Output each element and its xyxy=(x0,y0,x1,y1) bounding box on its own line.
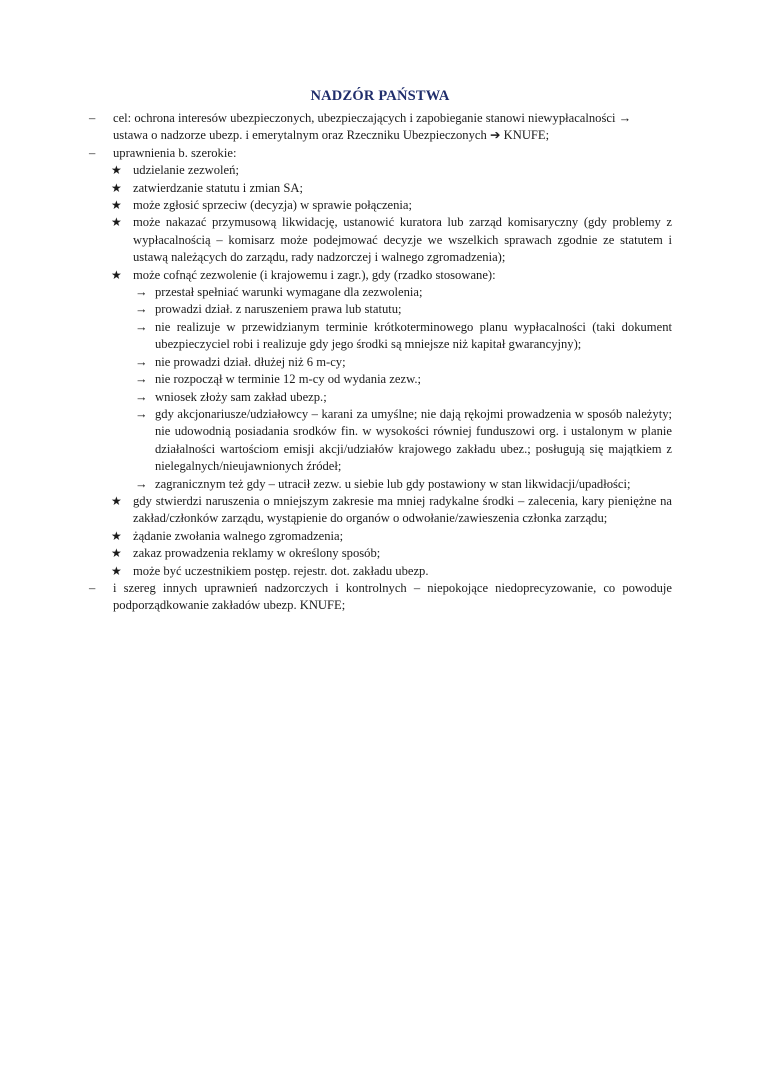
star-marker: ★ xyxy=(111,546,122,561)
star-marker: ★ xyxy=(111,528,122,543)
sub-item-text: zatwierdzanie statutu i zmian SA; xyxy=(133,180,303,195)
arrow-marker: → xyxy=(135,389,148,404)
arrow-marker: → xyxy=(135,476,148,491)
main-list xyxy=(88,110,672,615)
star-marker: ★ xyxy=(111,198,122,213)
sub-sub-item-text: wniosek złoży sam zakład ubezp.; xyxy=(155,389,327,404)
dash-marker: – xyxy=(89,111,96,125)
arrow-marker: → xyxy=(135,302,148,317)
list-item-text: uprawnienia b. szerokie: xyxy=(113,145,237,160)
sub-sub-item xyxy=(133,389,672,406)
sub-sub-item xyxy=(133,319,672,354)
document-body xyxy=(88,110,672,615)
list-item-text: cel: ochrona interesów ubezpieczonych, ubezpieczających i zapobieganie stanowi niewypłacalności → xyxy=(113,111,632,125)
sub-item xyxy=(113,545,672,562)
powers-list xyxy=(113,162,672,580)
arrow-marker: → xyxy=(135,354,148,369)
sub-item-text: może zgłosić sprzeciw (decyzja) w sprawie połączenia; xyxy=(133,198,413,213)
sub-item xyxy=(113,180,672,197)
list-item-text: ustawa o nadzorze ubezp. i emerytalnym oraz Rzeczniku Ubezpieczonych ➔ KNUFE; xyxy=(113,128,550,143)
star-marker: ★ xyxy=(111,493,122,508)
star-marker: ★ xyxy=(111,180,122,195)
sub-item xyxy=(113,197,672,214)
dash-marker: – xyxy=(89,145,96,160)
sub-item xyxy=(113,214,672,266)
sub-item-text: może być uczestnikiem postęp. rejestr. dot. zakładu ubezp. xyxy=(133,563,429,578)
sub-item xyxy=(113,528,672,545)
sub-item xyxy=(113,162,672,179)
sub-sub-item-text: nie prowadzi dział. dłużej niż 6 m-cy; xyxy=(155,354,346,369)
dash-marker: – xyxy=(89,580,96,595)
sub-sub-item xyxy=(133,476,672,493)
sub-item-text: gdy stwierdzi naruszenia o mniejszym zakresie ma mniej radykalne środki – zalecenia, kary pieniężne na zakład/członków zarządu, wystąpienie do organów o odwołanie/zawieszenia członka zarządu; xyxy=(133,493,672,526)
sub-sub-item xyxy=(133,371,672,388)
arrow-marker: → xyxy=(135,319,148,334)
sub-sub-item xyxy=(133,406,672,476)
sub-item-text: może nakazać przymusową likwidację, ustanowić kuratora lub zarząd komisaryczny (gdy problemy z wypłacalnością – komisarz może podejmować decyzje we wszelkich sprawach zgodnie ze statutem i ustawą należących do zarządu, rady nadzorczej i walnego zgromadzenia); xyxy=(133,215,672,265)
sub-sub-item-text: prowadzi dział. z naruszeniem prawa lub statutu; xyxy=(155,302,402,317)
star-marker: ★ xyxy=(111,163,122,178)
revocation-list xyxy=(133,284,672,493)
sub-sub-item xyxy=(133,284,672,301)
sub-sub-item-text: przestał spełniać warunki wymagane dla zezwolenia; xyxy=(155,285,423,300)
sub-item-text: udzielanie zezwoleń; xyxy=(133,163,239,178)
sub-item-text: może cofnąć zezwolenie (i krajowemu i zagr.), gdy (rzadko stosowane): xyxy=(133,267,496,282)
sub-item-text: zakaz prowadzenia reklamy w określony sposób; xyxy=(133,546,381,561)
sub-sub-item-text: zagranicznym też gdy – utracił zezw. u siebie lub gdy postawiony w stan likwidacji/upadłości; xyxy=(155,476,631,491)
list-item-other-powers xyxy=(88,580,672,615)
list-item-goal xyxy=(88,110,672,145)
sub-item xyxy=(113,267,672,493)
sub-sub-item-text: nie realizuje w przewidzianym terminie krótkoterminowego planu wypłacalności (taki dokument ubezpieczyciel robi i realizuje gdy jego środki są mniejsze niż kapitał gwarancyjny); xyxy=(155,319,672,352)
sub-item xyxy=(113,493,672,528)
sub-sub-item-text: gdy akcjonariusze/udziałowcy – karani za umyślne; nie dają rękojmi prowadzenia w sposób należyty; nie udowodnią posiadania srodków fin. w wysokości równiej funduszowi org. i ustalonym w planie działalności wartościom emisji akcji/udziałów krajowego zakładu ubez.; posługują się majątkiem z nielegalnych/nieujawnionych źródeł; xyxy=(155,406,672,474)
list-item-text: i szereg innych uprawnień nadzorczych i kontrolnych – niepokojące niedoprecyzowanie, co powoduje podporządkowanie zakładów ubezp. KNUFE; xyxy=(113,580,672,613)
sub-sub-item xyxy=(133,354,672,371)
arrow-marker: → xyxy=(135,285,148,300)
sub-sub-item xyxy=(133,301,672,318)
page-title: NADZÓR PAŃSTWA xyxy=(310,88,450,104)
sub-item-text: żądanie zwołania walnego zgromadzenia; xyxy=(133,528,344,543)
arrow-marker: → xyxy=(135,406,148,421)
sub-sub-item-text: nie rozpoczął w terminie 12 m-cy od wydania zezw.; xyxy=(155,372,421,387)
arrow-marker: → xyxy=(135,372,148,387)
sub-item xyxy=(113,563,672,580)
star-marker: ★ xyxy=(111,563,122,578)
star-marker: ★ xyxy=(111,267,122,282)
list-item-powers xyxy=(88,145,672,580)
star-marker: ★ xyxy=(111,215,122,230)
